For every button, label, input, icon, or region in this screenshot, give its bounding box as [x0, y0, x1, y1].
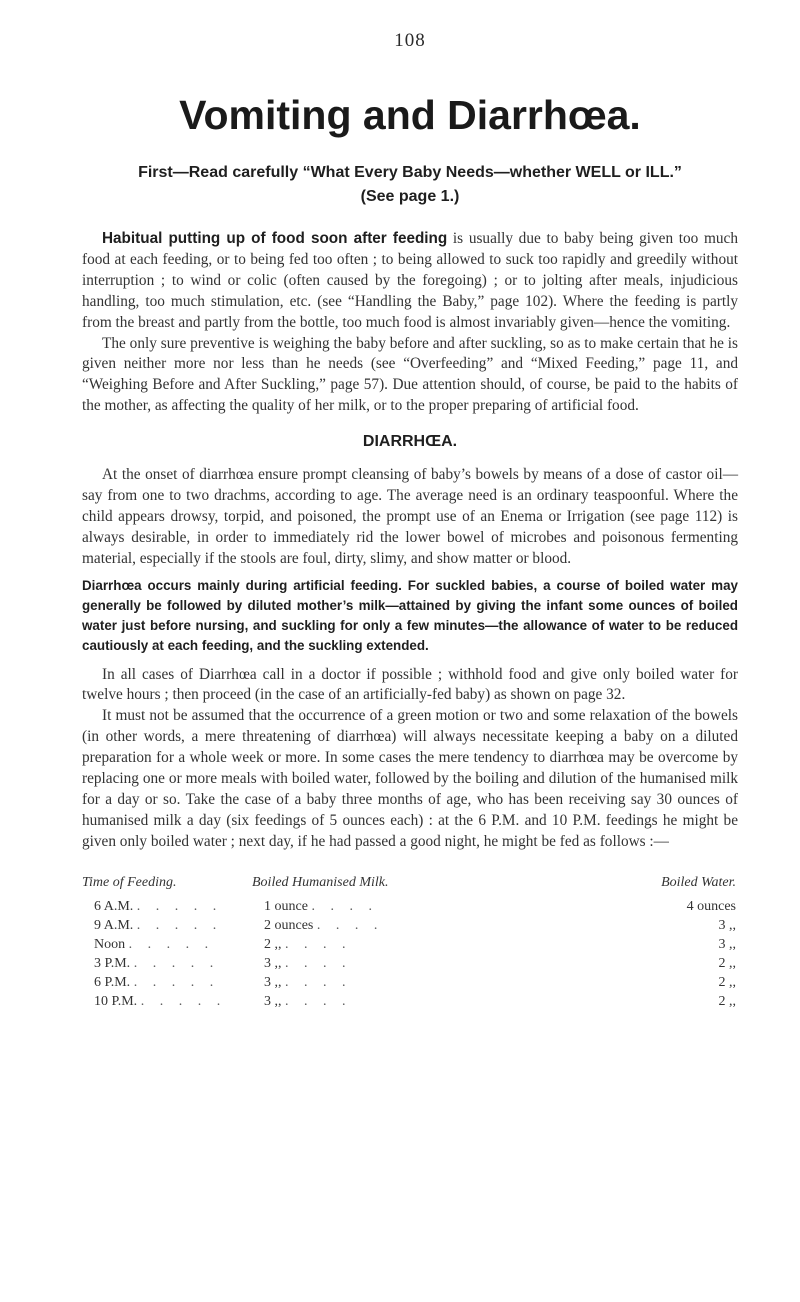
time-value: Noon	[94, 936, 126, 952]
dot-leader: . . . .	[285, 955, 352, 971]
bold-paragraph-artificial-feeding: Diarrhœa occurs mainly during artificial feeding. For suckled babies, a course of boiled water may generally be followed by diluted mother’s milk—attained by giving the infant some ounces of boiled water just before nursing, and suckling for only a few minutes—the allowance of water to be reduced cautiously at each feeding, and the suckling extended.	[82, 577, 738, 654]
cell-time	[82, 992, 264, 1011]
cell-milk	[264, 973, 454, 992]
dot-leader: . . . .	[285, 936, 352, 952]
cell-water: 2 ,,	[718, 955, 736, 971]
table-row	[82, 954, 738, 973]
time-value: 10 P.M.	[94, 993, 138, 1009]
section-heading-diarrhoea: DIARRHŒA.	[362, 433, 458, 451]
dot-leader: . . . . .	[133, 974, 220, 990]
header-milk: Boiled Humanised Milk.	[252, 874, 389, 890]
cell-milk	[264, 992, 454, 1011]
header-time: Time of Feeding.	[82, 874, 177, 890]
cell-water: 3 ,,	[718, 936, 736, 952]
cell-time	[82, 973, 264, 992]
paragraph-habitual-vomiting	[82, 229, 738, 334]
milk-value: 3 ,,	[264, 974, 282, 990]
time-value: 6 P.M.	[94, 974, 131, 990]
page-title: Vomiting and Diarrhœa.	[179, 92, 641, 138]
paragraph-green-motion: It must not be assumed that the occurrence of a green motion or two and some relaxation of the bowels (in other words, a mere threatening of diarrhœa) will always necessitate keeping a baby on a diluted preparation for a whole week or more. In some cases the mere tendency to diarrhœa may be overcome by replacing one or more meals with boiled water, followed by the boiling and dilution of the humanised milk for a day or so. Take the case of a baby three months of age, who has been receiving say 30 ounces of humanised milk a day (six feedings of 5 ounces each) : at the 6 P.M. and 10 P.M. feedings he might be given only boiled water ; next day, if he had passed a good night, he might be fed as follows :—	[82, 707, 738, 850]
paragraph-onset: At the onset of diarrhœa ensure prompt cleansing of baby’s bowels by means of a dose of castor oil—say from one to two drachms, according to age. The average need is an ordinary teaspoonful. Where the child appears drowsy, torpid, and poisoned, the prompt use of an Enema or Irrigation (see page 112) is always desirable, in order to immediately rid the lower bowel of microbes and poisonous fermenting material, especially if the stools are foul, dirty, slimy, and show matter or blood.	[82, 466, 738, 567]
cell-time	[82, 897, 264, 916]
table-row	[82, 992, 738, 1011]
cell-milk	[264, 897, 454, 916]
cell-water: 4 ounces	[686, 898, 736, 914]
dot-leader: . . . . .	[128, 936, 215, 952]
table-row	[82, 897, 738, 916]
cell-water: 2 ,,	[718, 993, 736, 1009]
dot-leader: . . . .	[311, 898, 378, 914]
cell-milk	[264, 935, 454, 954]
subtitle: First—Read carefully “What Every Baby Needs—whether WELL or ILL.” (See page 1.)	[138, 164, 682, 205]
paragraph-preventive: The only sure preventive is weighing the baby before and after suckling, so as to make certain that he is given neither more nor less than he needs (see “Overfeeding” and “Mixed Feeding,” page 11, and “Weighing Before and After Suckling,” page 57). Due attention should, of course, be paid to the habits of the mother, as affecting the quality of her milk, or to the proper preparing of artificial food.	[82, 334, 738, 415]
milk-value: 3 ,,	[264, 993, 282, 1009]
paragraph-call-doctor: In all cases of Diarrhœa call in a doctor if possible ; withhold food and give only boiled water for twelve hours ; then proceed (in the case of an artificially-fed baby) as shown on page 32.	[82, 665, 738, 704]
dot-leader: . . . . .	[140, 993, 227, 1009]
header-water: Boiled Water.	[661, 874, 736, 890]
table-row	[82, 935, 738, 954]
feeding-schedule-table	[82, 875, 738, 1011]
dot-leader: . . . .	[285, 993, 352, 1009]
dot-leader: . . . . .	[136, 898, 223, 914]
table-header	[82, 875, 738, 891]
cell-time	[82, 935, 264, 954]
paragraph-lead: Habitual putting up of food soon after feeding	[102, 230, 448, 247]
milk-value: 3 ,,	[264, 955, 282, 971]
cell-milk	[264, 954, 454, 973]
milk-value: 2 ounces	[264, 917, 314, 933]
milk-value: 2 ,,	[264, 936, 282, 952]
cell-time	[82, 954, 264, 973]
dot-leader: . . . .	[316, 917, 384, 933]
dot-leader: . . . . .	[136, 917, 223, 933]
dot-leader: . . . . .	[133, 955, 220, 971]
cell-time	[82, 916, 264, 935]
time-value: 9 A.M.	[94, 917, 134, 933]
cell-milk	[264, 916, 454, 935]
time-value: 6 A.M.	[94, 898, 134, 914]
paragraph-body: is usually due to baby being given too much food at each feeding, or to being fed too often ; to being allowed to suck too rapidly and greedily without interruption ; to wind or colic (often caused by the foregoing) ; or to jolting after meals, injudicious handling, too much stimulation, etc. (see “Handling the Baby,” page 102). Where the feeding is partly from the breast and partly from the bottle, too much food is almost invariably given—hence the vomiting.	[82, 230, 738, 331]
dot-leader: . . . .	[285, 974, 352, 990]
cell-water: 3 ,,	[718, 917, 736, 933]
table-row	[82, 973, 738, 992]
table-row	[82, 916, 738, 935]
time-value: 3 P.M.	[94, 955, 131, 971]
page-number: 108	[394, 30, 426, 51]
cell-water: 2 ,,	[718, 974, 736, 990]
milk-value: 1 ounce	[264, 898, 308, 914]
